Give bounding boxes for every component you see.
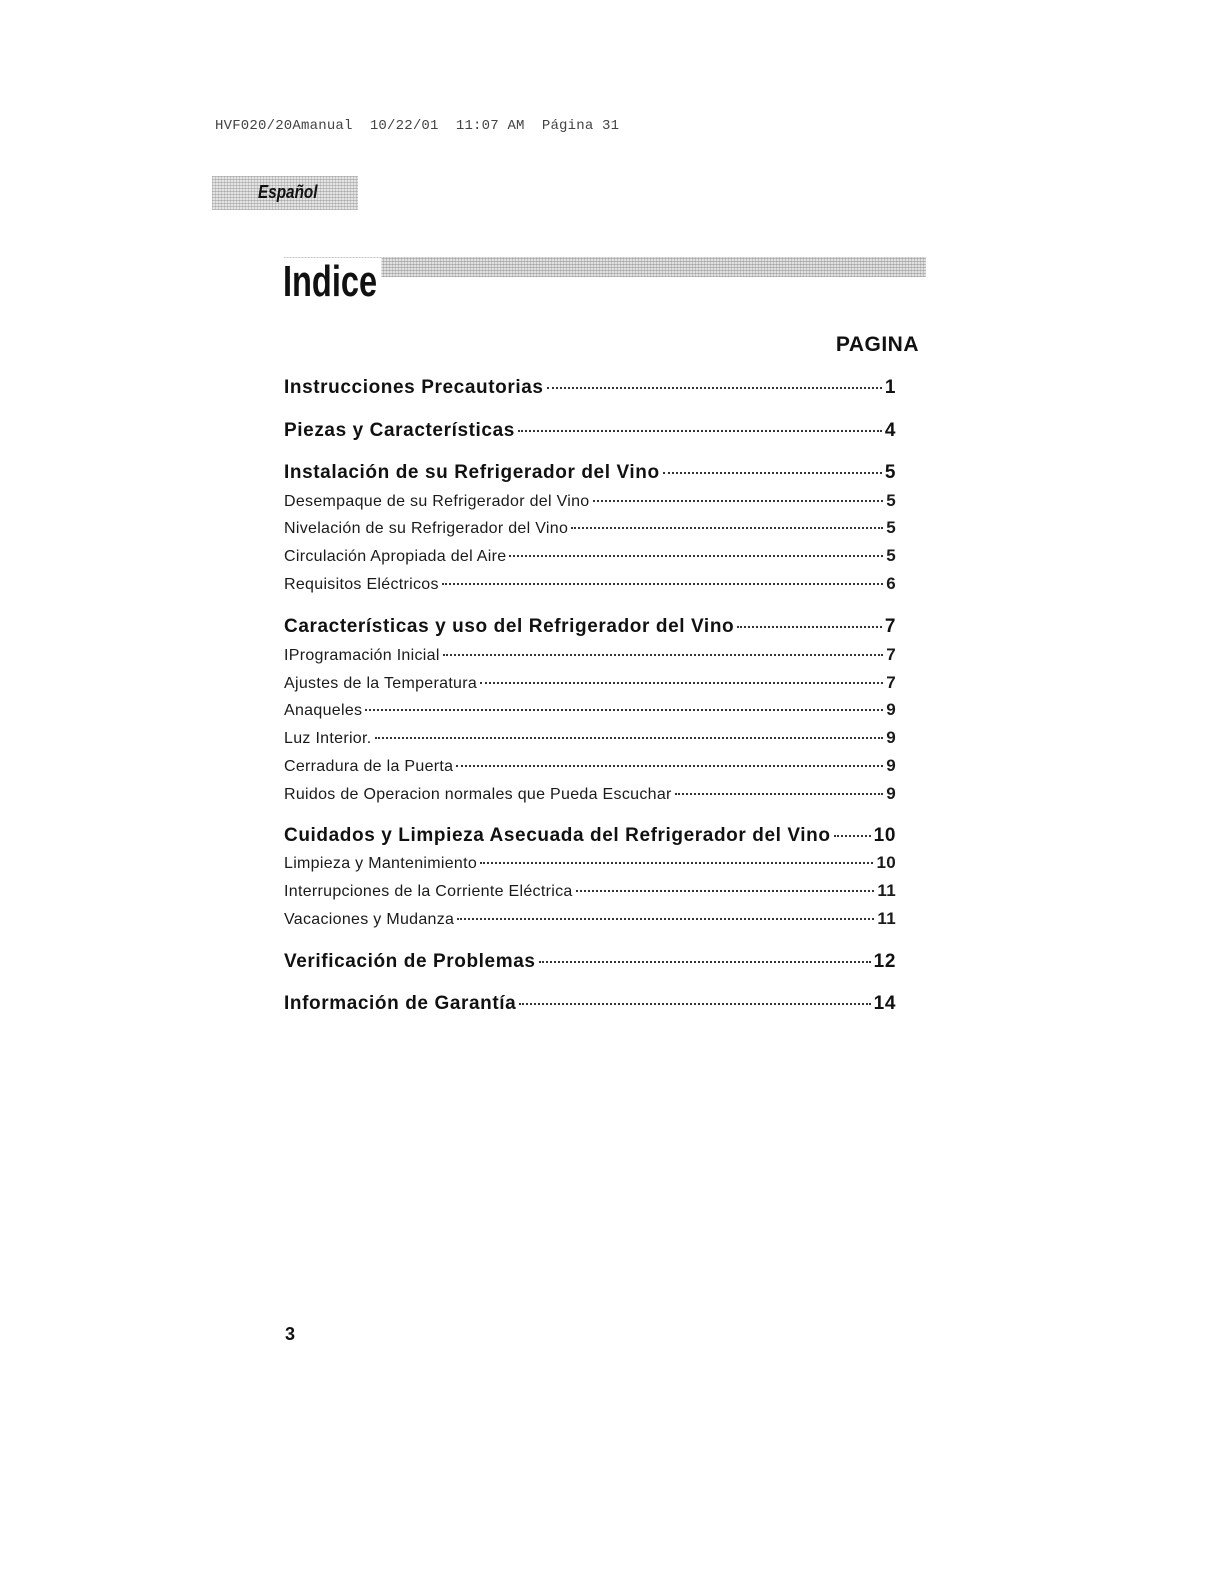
toc-entry-label: Vacaciones y Mudanza — [284, 911, 455, 928]
toc-entry-page: 12 — [873, 951, 896, 972]
toc-dot-leader — [443, 654, 884, 656]
toc-entry-page: 14 — [873, 993, 896, 1014]
toc-entry-label: Ajustes de la Temperatura — [284, 675, 478, 692]
toc-dot-leader — [480, 862, 873, 864]
toc-entry-label: Cerradura de la Puerta — [284, 758, 454, 775]
toc-entry-page: 9 — [886, 756, 896, 775]
toc-subsection-entry — [284, 645, 896, 665]
toc-entry-page: 1 — [884, 377, 896, 398]
toc-entry-label: Cuidados y Limpieza Asecuada del Refrigerador del Vino — [284, 825, 831, 846]
toc-section-entry — [284, 420, 896, 442]
toc-dot-leader — [737, 626, 882, 628]
toc-entry-page: 6 — [886, 574, 896, 593]
toc-dot-leader — [675, 793, 884, 795]
toc-dot-leader — [519, 1003, 870, 1005]
toc-entry-page: 11 — [877, 909, 896, 928]
toc-dot-leader — [375, 737, 884, 739]
toc-section-entry — [284, 462, 896, 484]
toc-entry-page: 7 — [886, 673, 896, 692]
toc-entry-label: Instrucciones Precautorias — [284, 377, 544, 398]
toc-section-entry — [284, 993, 896, 1015]
toc-entry-label: Luz Interior. — [284, 730, 372, 747]
toc-entry-label: Anaqueles — [284, 702, 363, 719]
toc-entry-label: Limpieza y Mantenimiento — [284, 855, 478, 872]
page-column-header: PAGINA — [835, 333, 919, 356]
language-tab — [212, 176, 358, 210]
toc-entry-page: 9 — [886, 784, 896, 803]
toc-entry-label: Circulación Apropiada del Aire — [284, 548, 507, 565]
toc-entry-label: Piezas y Características — [284, 420, 515, 441]
toc-entry-label: IProgramación Inicial — [284, 647, 440, 664]
toc-subsection-entry — [284, 700, 896, 720]
toc-subsection-entry — [284, 546, 896, 566]
toc-dot-leader — [518, 430, 882, 432]
toc-entry-label: Verificación de Problemas — [284, 951, 536, 972]
toc-dot-leader — [457, 918, 874, 920]
toc-subsection-entry — [284, 784, 896, 804]
toc-entry-label: Interrupciones de la Corriente Eléctrica — [284, 883, 573, 900]
print-slug-header: HVF020/20Amanual 10/22/01 11:07 AM Página 31 — [215, 118, 620, 134]
toc-subsection-entry — [284, 881, 896, 901]
toc-dot-leader — [365, 709, 883, 711]
toc-subsection-entry — [284, 491, 896, 511]
page-title: Indice — [283, 258, 382, 306]
toc-dot-leader — [576, 890, 875, 892]
language-tab-label: Español — [258, 182, 318, 202]
toc-entry-page: 5 — [886, 518, 896, 537]
toc-entry-page: 5 — [886, 491, 896, 510]
toc-entry-label: Desempaque de su Refrigerador del Vino — [284, 493, 590, 510]
toc-dot-leader — [593, 500, 884, 502]
toc-subsection-entry — [284, 756, 896, 776]
toc-section-entry — [284, 951, 896, 973]
toc-entry-page: 4 — [884, 420, 896, 441]
toc-entry-label: Instalación de su Refrigerador del Vino — [284, 462, 660, 483]
toc-dot-leader — [456, 765, 883, 767]
toc-section-entry — [284, 616, 896, 638]
toc-entry-label: Requisitos Eléctricos — [284, 576, 439, 593]
toc-dot-leader — [509, 555, 883, 557]
toc-entry-page: 10 — [876, 853, 896, 872]
toc-subsection-entry — [284, 673, 896, 693]
toc-dot-leader — [834, 835, 871, 837]
toc-subsection-entry — [284, 574, 896, 594]
toc-dot-leader — [663, 472, 882, 474]
toc-subsection-entry — [284, 728, 896, 748]
toc-entry-page: 9 — [886, 728, 896, 747]
toc-entry-page: 7 — [884, 616, 896, 637]
toc-section-entry — [284, 377, 896, 399]
toc-entry-page: 7 — [886, 645, 896, 664]
toc-entry-page: 11 — [877, 881, 896, 900]
page-number: 3 — [285, 1324, 296, 1344]
toc-entry-page: 5 — [884, 462, 896, 483]
toc-dot-leader — [539, 961, 871, 963]
toc-dot-leader — [547, 387, 882, 389]
toc-entry-label: Nivelación de su Refrigerador del Vino — [284, 520, 569, 537]
toc-section-entry — [284, 825, 896, 847]
toc-dot-leader — [480, 682, 883, 684]
toc-entry-label: Ruidos de Operacion normales que Pueda Escuchar — [284, 786, 672, 803]
toc-dot-leader — [442, 583, 883, 585]
toc-subsection-entry — [284, 909, 896, 929]
toc-entry-page: 10 — [873, 825, 896, 846]
toc-subsection-entry — [284, 518, 896, 538]
toc-entry-label: Información de Garantía — [284, 993, 517, 1014]
toc-entry-label: Características y uso del Refrigerador del Vino — [284, 616, 735, 637]
toc-entry-page: 9 — [886, 700, 896, 719]
toc-subsection-entry — [284, 853, 896, 873]
toc-entry-page: 5 — [886, 546, 896, 565]
toc-dot-leader — [571, 527, 883, 529]
